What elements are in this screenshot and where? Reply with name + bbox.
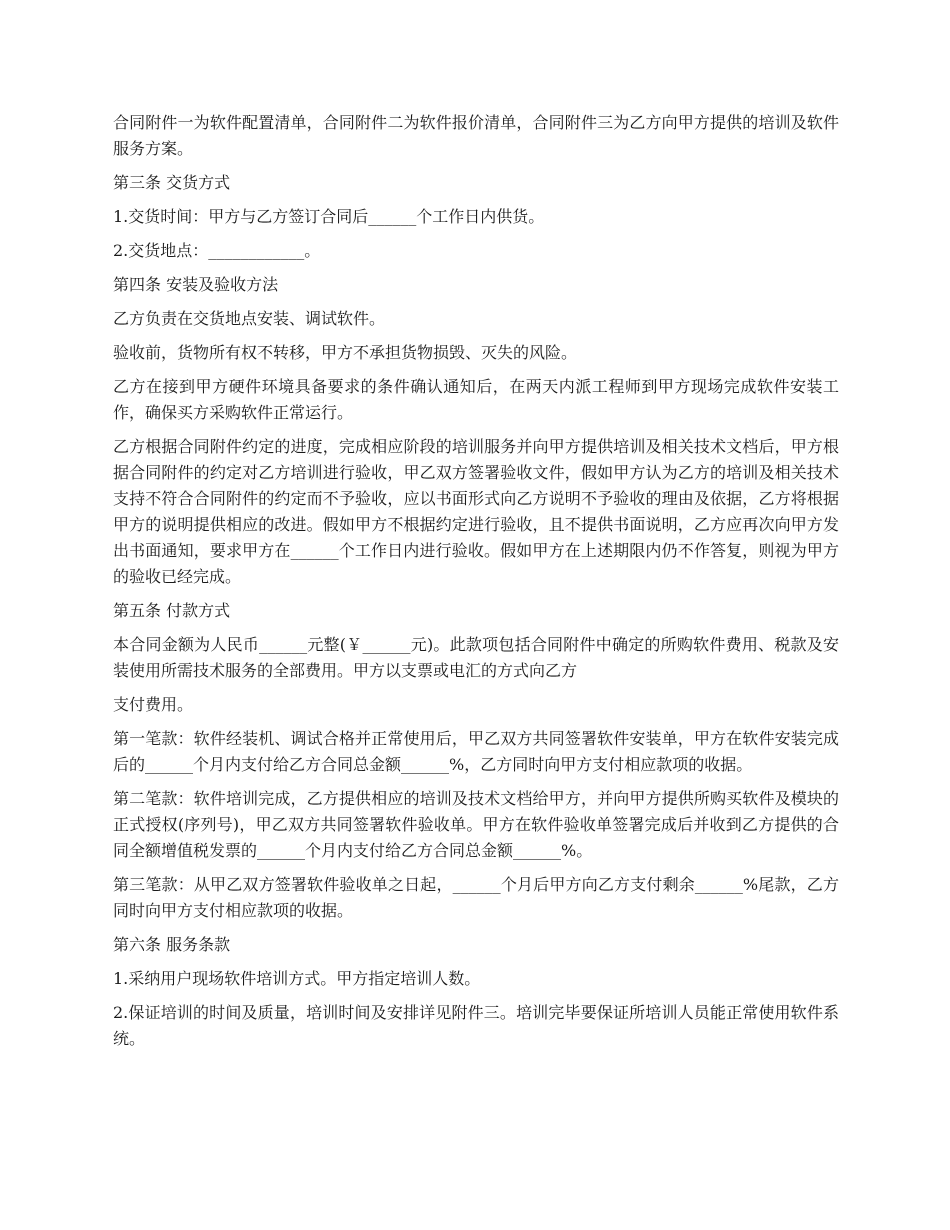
paragraph-first-installment: 第一笔款：软件经装机、调试合格并正常使用后，甲乙双方共同签署软件安装单，甲方在软件安装完成后的______个月内支付给乙方合同总金额______%，乙方同时向甲方支付相应款项的收据。 xyxy=(113,729,839,774)
paragraph-payment-method: 支付费用。 xyxy=(113,695,194,714)
paragraph-ownership-risk: 验收前，货物所有权不转移，甲方不承担货物损毁、灭失的风险。 xyxy=(113,343,578,362)
paragraph-training-quality: 2.保证培训的时间及质量，培训时间及安排详见附件三。培训完毕要保证所培训人员能正常使用软件系统。 xyxy=(113,1003,839,1048)
paragraph-delivery-place: 2.交货地点：____________。 xyxy=(113,241,321,260)
paragraph-acceptance-procedure: 乙方根据合同附件约定的进度，完成相应阶段的培训服务并向甲方提供培训及相关技术文档后，甲方根据合同附件的约定对乙方培训进行验收，甲乙双方签署验收文件，假如甲方认为乙方的培训及相关技术支持不符合合同附件的约定而不予验收，应以书面形式向乙方说明不予验收的理由及依据，乙方将根据甲方的说明提供相应的改进。假如甲方不根据约定进行验收，且不提供书面说明，乙方应再次向甲方发出书面通知，要求甲方在______个工作日内进行验收。假如甲方在上述期限内仍不作答复，则视为甲方的验收已经完成。 xyxy=(113,437,839,586)
paragraph-attachments: 合同附件一为软件配置清单，合同附件二为软件报价清单，合同附件三为乙方向甲方提供的培训及软件服务方案。 xyxy=(113,113,839,158)
paragraph-training-method: 1.采纳用户现场软件培训方式。甲方指定培训人数。 xyxy=(113,969,481,988)
paragraph-second-installment: 第二笔款：软件培训完成，乙方提供相应的培训及技术文档给甲方，并向甲方提供所购买软件及模块的正式授权(序列号)，甲乙双方共同签署软件验收单。甲方在软件验收单签署完成后并收到乙方提供的合同全额增值税发票的______个月内支付给乙方合同总金额______%。 xyxy=(113,789,839,860)
paragraph-contract-amount: 本合同金额为人民币______元整(￥______元)。此款项包括合同附件中确定的所购软件费用、税款及安装使用所需技术服务的全部费用。甲方以支票或电汇的方式向乙方 xyxy=(113,635,839,680)
heading-article-4-installation: 第四条 安装及验收方法 xyxy=(113,275,279,294)
paragraph-delivery-time: 1.交货时间：甲方与乙方签订合同后______个工作日内供货。 xyxy=(113,207,545,226)
heading-article-6-service: 第六条 服务条款 xyxy=(113,935,231,954)
paragraph-third-installment: 第三笔款：从甲乙双方签署软件验收单之日起，______个月后甲方向乙方支付剩余______%尾款，乙方同时向甲方支付相应款项的收据。 xyxy=(113,875,839,920)
paragraph-installation-duty: 乙方负责在交货地点安装、调试软件。 xyxy=(113,309,386,328)
heading-article-3-delivery: 第三条 交货方式 xyxy=(113,173,231,192)
heading-article-5-payment: 第五条 付款方式 xyxy=(113,601,231,620)
document-body xyxy=(113,110,839,1060)
paragraph-engineer-dispatch: 乙方在接到甲方硬件环境具备要求的条件确认通知后，在两天内派工程师到甲方现场完成软件安装工作，确保买方采购软件正常运行。 xyxy=(113,377,839,422)
